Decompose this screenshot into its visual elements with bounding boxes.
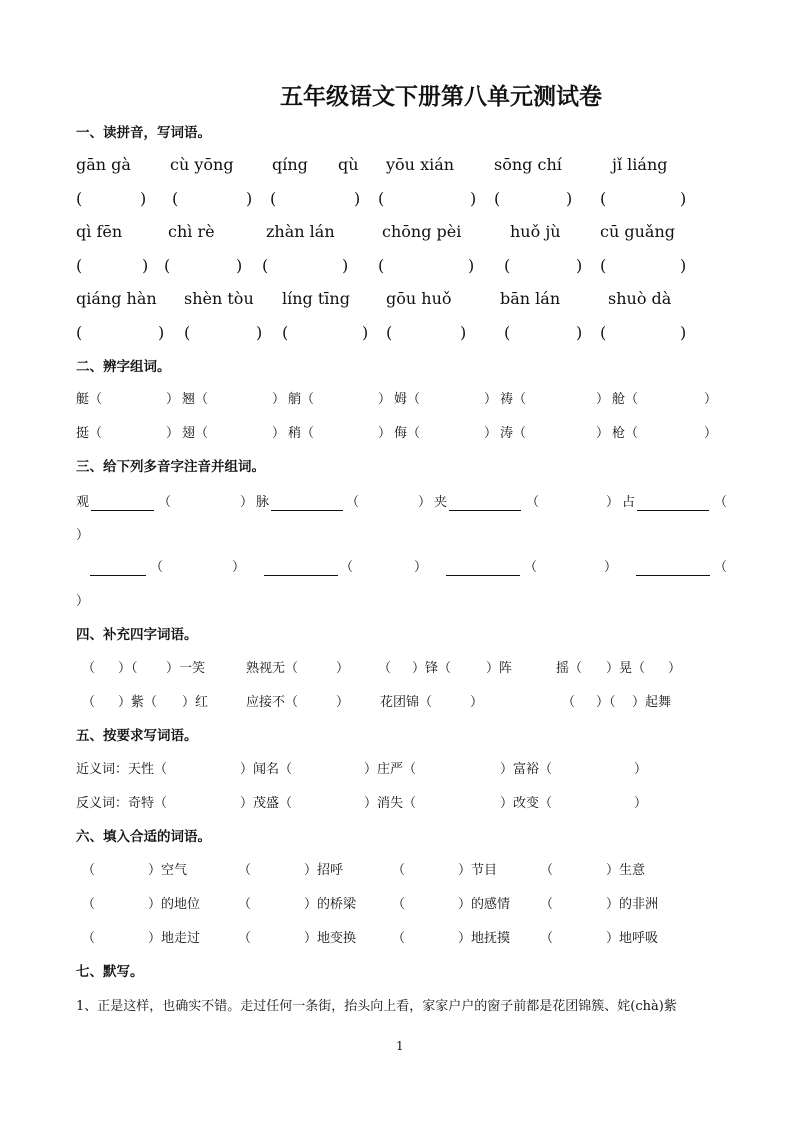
pinyin-1-6: sōng chí	[494, 155, 562, 174]
paren-open: (	[262, 256, 269, 275]
paren-close: )	[246, 189, 253, 208]
tianru-open: （	[540, 863, 554, 878]
tianru-text: ）地抚摸	[458, 931, 511, 946]
paren-close: )	[566, 189, 573, 208]
tianru-open: （	[82, 863, 96, 878]
paren-open: (	[386, 323, 393, 342]
tianru-text: ）空气	[148, 863, 188, 878]
tianru-open: （	[540, 897, 554, 912]
paren-close: )	[256, 323, 263, 342]
pinyin-2-5: huǒ jù	[510, 222, 561, 241]
paren-open: (	[76, 256, 83, 275]
pinyin-1-7: jǐ liáng	[612, 155, 668, 174]
paren-close: )	[576, 256, 583, 275]
bianzi-item: 涛（	[500, 426, 527, 441]
paren-close: )	[158, 323, 165, 342]
sizi-text: ）一笑	[166, 661, 206, 676]
tianru-open: （	[392, 863, 406, 878]
fanyi-text: ）改变（	[500, 796, 553, 811]
bianzi-close: ）	[704, 426, 718, 441]
bianzi-close: ）	[704, 392, 718, 407]
paren-open: (	[378, 256, 385, 275]
sizi-text: ）	[668, 661, 682, 676]
tianru-text: ）的感情	[458, 897, 511, 912]
pinyin-3-5: bān lán	[500, 289, 561, 308]
paren-open: (	[270, 189, 277, 208]
duoyin-open: （	[714, 495, 728, 510]
tianru-open: （	[82, 897, 96, 912]
sizi-text: 花团锦（	[380, 695, 433, 710]
duoyin-open: （	[340, 560, 354, 575]
duoyin-open: （	[346, 495, 360, 510]
section-7-heading: 七、默写。	[76, 964, 144, 980]
tianru-text: ）的非洲	[606, 897, 659, 912]
answer-blank[interactable]	[636, 575, 710, 576]
sizi-text: 摇（	[556, 661, 583, 676]
sizi-text: （	[378, 661, 392, 676]
tianru-text: ）的地位	[148, 897, 201, 912]
bianzi-close: ）	[484, 392, 498, 407]
paren-open: (	[184, 323, 191, 342]
duoyin-char: 占	[622, 495, 636, 510]
paren-close: )	[460, 323, 467, 342]
tianru-open: （	[392, 931, 406, 946]
sizi-text: ）紫（	[118, 695, 158, 710]
duoyin-close: ）	[76, 528, 90, 543]
jinyi-text: ）庄严（	[364, 762, 417, 777]
paren-close: )	[142, 256, 149, 275]
duoyin-open: （	[158, 495, 172, 510]
paren-open: (	[172, 189, 179, 208]
bianzi-item: 祷（	[500, 392, 527, 407]
bianzi-item: 翅（	[182, 426, 209, 441]
bianzi-item: 侮（	[394, 426, 421, 441]
answer-blank[interactable]	[637, 510, 709, 511]
duoyin-char: 夹	[434, 495, 448, 510]
paren-close: )	[362, 323, 369, 342]
paren-open: (	[282, 323, 289, 342]
bianzi-close: ）	[166, 392, 180, 407]
sizi-text: ）红	[182, 695, 209, 710]
sizi-text: ）锋（	[412, 661, 452, 676]
bianzi-item: 枪（	[612, 426, 639, 441]
section-3-heading: 三、给下列多音字注音并组词。	[76, 459, 265, 475]
moxie-paragraph: 1、正是这样，也确实不错。走过任何一条街，抬头向上看，家家户户的窗子前都是花团锦簇、姹(chà)紫	[76, 999, 677, 1014]
sizi-text: ）	[470, 695, 484, 710]
section-5-heading: 五、按要求写词语。	[76, 728, 198, 744]
tianru-text: ）地变换	[304, 931, 357, 946]
bianzi-close: ）	[484, 426, 498, 441]
pinyin-3-3: líng tīng	[282, 289, 350, 308]
bianzi-item: 舱（	[612, 392, 639, 407]
bianzi-item: 翘（	[182, 392, 209, 407]
duoyin-close: ）	[606, 495, 620, 510]
paren-close: )	[342, 256, 349, 275]
answer-blank[interactable]	[446, 575, 520, 576]
pinyin-2-3: zhàn lán	[266, 222, 335, 241]
answer-blank[interactable]	[90, 575, 146, 576]
paren-open: (	[164, 256, 171, 275]
paren-close: )	[576, 323, 583, 342]
bianzi-close: ）	[378, 426, 392, 441]
pinyin-1-1: gān gà	[76, 155, 131, 174]
tianru-open: （	[238, 863, 252, 878]
sizi-text: ）（	[118, 661, 138, 676]
paren-close: )	[680, 189, 687, 208]
pinyin-1-4: qù	[338, 155, 359, 174]
sizi-text: ）起舞	[632, 695, 672, 710]
duoyin-close: ）	[604, 560, 618, 575]
bianzi-close: ）	[596, 392, 610, 407]
tianru-open: （	[392, 897, 406, 912]
tianru-text: ）节目	[458, 863, 498, 878]
paren-close: )	[680, 256, 687, 275]
duoyin-open: （	[714, 560, 728, 575]
page-title: 五年级语文下册第八单元测试卷	[280, 84, 602, 110]
pinyin-3-6: shuò dà	[608, 289, 672, 308]
paren-close: )	[468, 256, 475, 275]
paren-open: (	[76, 189, 83, 208]
tianru-open: （	[238, 897, 252, 912]
paren-close: )	[236, 256, 243, 275]
pinyin-3-2: shèn tòu	[184, 289, 254, 308]
sizi-text: ）（	[596, 695, 616, 710]
bianzi-close: ）	[272, 392, 286, 407]
tianru-text: ）生意	[606, 863, 646, 878]
jinyi-label: 近义词：天性（	[76, 762, 168, 777]
bianzi-item: 挺（	[76, 426, 103, 441]
answer-blank[interactable]	[449, 510, 521, 511]
pinyin-2-1: qì fēn	[76, 222, 123, 241]
paren-close: )	[140, 189, 147, 208]
duoyin-close: ）	[418, 495, 432, 510]
pinyin-1-5: yōu xián	[386, 155, 455, 174]
bianzi-close: ）	[378, 392, 392, 407]
section-6-heading: 六、填入合适的词语。	[76, 829, 211, 845]
sizi-text: （	[562, 695, 576, 710]
duoyin-close: ）	[76, 594, 90, 609]
tianru-open: （	[238, 931, 252, 946]
fanyi-text: ）	[634, 796, 648, 811]
tianru-text: ）地走过	[148, 931, 201, 946]
tianru-open: （	[82, 931, 96, 946]
sizi-text: （	[82, 695, 96, 710]
paren-close: )	[680, 323, 687, 342]
sizi-text: 应接不（	[246, 695, 299, 710]
pinyin-2-2: chì rè	[168, 222, 215, 241]
pinyin-1-2: cù yōng	[170, 155, 234, 174]
duoyin-char: 观	[76, 495, 90, 510]
pinyin-2-6: cū guǎng	[600, 222, 675, 241]
sizi-text: ）	[336, 695, 350, 710]
paren-open: (	[600, 323, 607, 342]
tianru-text: ）招呼	[304, 863, 344, 878]
fanyi-text: ）消失（	[364, 796, 417, 811]
tianru-open: （	[540, 931, 554, 946]
duoyin-char: 脉	[256, 495, 270, 510]
sizi-text: 熟视无（	[246, 661, 299, 676]
bianzi-item: 艇（	[76, 392, 103, 407]
sizi-text: ）	[336, 661, 350, 676]
jinyi-text: ）	[634, 762, 648, 777]
bianzi-close: ）	[272, 426, 286, 441]
jinyi-text: ）闻名（	[240, 762, 293, 777]
paren-open: (	[504, 256, 511, 275]
paren-open: (	[600, 256, 607, 275]
sizi-text: （	[82, 661, 96, 676]
pinyin-1-3: qíng	[272, 155, 308, 174]
jinyi-text: ）富裕（	[500, 762, 553, 777]
section-1-heading: 一、读拼音，写词语。	[76, 125, 211, 141]
bianzi-close: ）	[596, 426, 610, 441]
pinyin-2-4: chōng pèi	[382, 222, 462, 241]
paren-close: )	[354, 189, 361, 208]
pinyin-3-4: gōu huǒ	[386, 289, 452, 308]
answer-blank[interactable]	[264, 575, 338, 576]
duoyin-close: ）	[414, 560, 428, 575]
section-4-heading: 四、补充四字词语。	[76, 627, 198, 643]
fanyi-text: ）茂盛（	[240, 796, 293, 811]
sizi-text: ）晃（	[606, 661, 646, 676]
bianzi-item: 艄（	[288, 392, 315, 407]
duoyin-open: （	[150, 560, 164, 575]
paren-open: (	[378, 189, 385, 208]
tianru-text: ）地呼吸	[606, 931, 659, 946]
tianru-text: ）的桥梁	[304, 897, 357, 912]
sizi-text: ）阵	[486, 661, 513, 676]
paren-open: (	[504, 323, 511, 342]
section-2-heading: 二、辨字组词。	[76, 359, 171, 375]
bianzi-close: ）	[166, 426, 180, 441]
bianzi-item: 稍（	[288, 426, 315, 441]
duoyin-close: ）	[240, 495, 254, 510]
answer-blank[interactable]	[271, 510, 343, 511]
pinyin-3-1: qiáng hàn	[76, 289, 157, 308]
paren-open: (	[76, 323, 83, 342]
paren-close: )	[470, 189, 477, 208]
page-number: 1	[396, 1039, 404, 1053]
answer-blank[interactable]	[91, 510, 154, 511]
fanyi-label: 反义词：奇特（	[76, 796, 168, 811]
paren-open: (	[494, 189, 501, 208]
bianzi-item: 姆（	[394, 392, 421, 407]
paren-open: (	[600, 189, 607, 208]
duoyin-open: （	[526, 495, 540, 510]
duoyin-open: （	[524, 560, 538, 575]
duoyin-close: ）	[232, 560, 246, 575]
